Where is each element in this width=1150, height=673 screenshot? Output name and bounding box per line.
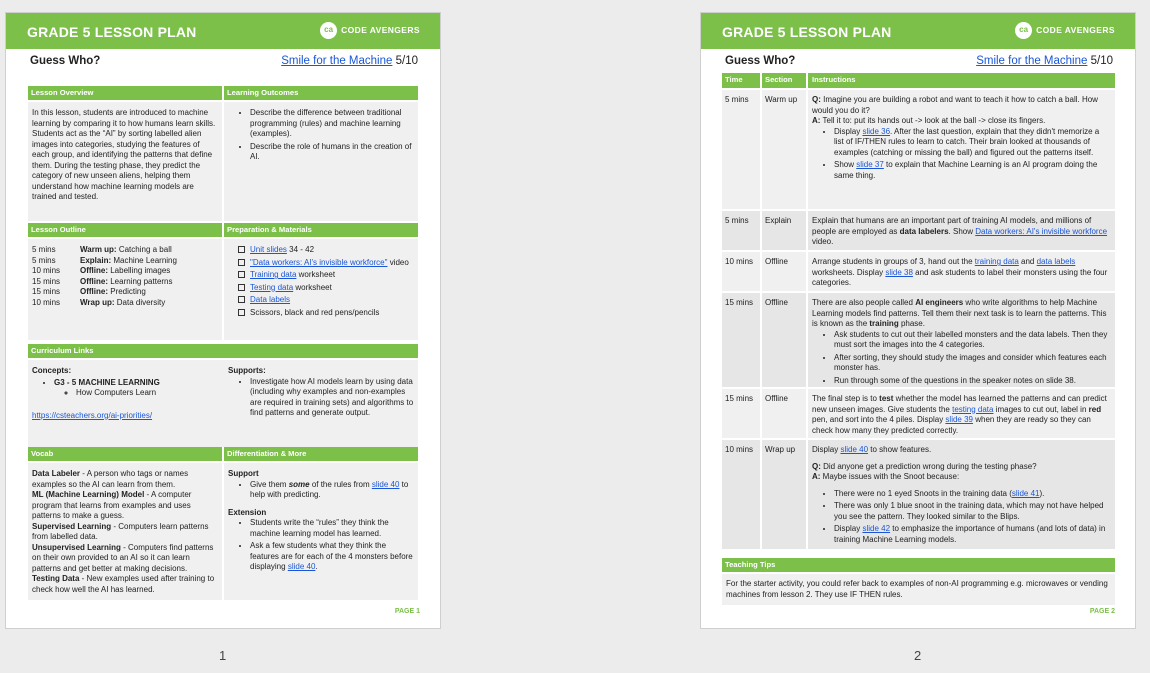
table-row: 5 mins Explain Explain that humans are an important part of training AI models, and millions of people are employed as data labelers. Show Data workers: AI's invisible workforce video. — [722, 209, 1115, 250]
banner-title: GRADE 5 LESSON PLAN — [722, 24, 892, 40]
lesson-page-1 — [5, 12, 441, 629]
page-label: PAGE 1 — [394, 607, 420, 615]
diff-header: Differentiation & More — [227, 449, 307, 458]
outline-row: 10 mins Offline: Labelling images — [32, 266, 171, 276]
vocab-item: Data Labeler - A person who tags or names examples so the AI can learn from them. — [32, 469, 189, 489]
video-link[interactable]: Data workers: AI's invisible workforce — [975, 226, 1108, 236]
outline-row: 15 mins Offline: Predicting — [32, 287, 146, 297]
vocab-item: Unsupervised Learning - Computers find patterns on their own provided to an AI so it can learn patterns and get better at making decisions. — [32, 542, 214, 573]
checkbox-icon[interactable] — [238, 296, 245, 303]
checkbox-icon[interactable] — [238, 309, 245, 316]
page-banner — [701, 13, 1135, 49]
page-label: PAGE 2 — [1089, 607, 1115, 615]
vocab-list — [28, 463, 224, 600]
vocab-item: Supervised Learning - Computers learn patterns from labelled data. — [32, 521, 209, 542]
vocab-item: ML (Machine Learning) Model - A computer program that learns from examples and uses patterns to make a guess. — [32, 490, 192, 521]
outline-list — [28, 239, 224, 340]
material-item: Testing data worksheet — [238, 283, 414, 294]
data-labels-link[interactable]: data labels — [1036, 257, 1076, 266]
brand-logo — [1015, 22, 1115, 39]
checkbox-icon[interactable] — [238, 259, 245, 266]
slide-38-link[interactable]: slide 38 — [885, 267, 913, 277]
page-number: 2 — [914, 648, 922, 663]
support-label: Support — [228, 469, 259, 478]
checkbox-icon[interactable] — [238, 271, 245, 278]
slide-37-link[interactable]: slide 37 — [856, 160, 884, 170]
outline-row: 5 mins Explain: Machine Learning — [32, 255, 177, 265]
series-info — [281, 54, 418, 69]
material-item: Unit slides 34 - 42 — [238, 245, 414, 256]
extension-item: • Students write the “rules” they think the machine learning model has learned. — [250, 518, 414, 539]
lesson-title: Guess Who? — [725, 55, 796, 67]
checkbox-icon[interactable] — [238, 246, 245, 253]
tips-header: Teaching Tips — [722, 558, 1115, 572]
outline-row: 5 mins Warm up: Catching a ball — [32, 245, 172, 254]
curriculum-url-link[interactable]: https://csteachers.org/ai-priorities/ — [32, 410, 153, 420]
material-item: Scissors, black and red pens/pencils — [238, 308, 414, 319]
brand-logo — [320, 22, 420, 39]
teaching-tips — [722, 558, 1115, 605]
training-data-link[interactable]: training data — [974, 257, 1019, 266]
outline-header: Lesson Outline — [28, 223, 224, 237]
page-number: 1 — [219, 648, 227, 663]
material-item: Data labels — [238, 295, 414, 306]
lesson-page-2 — [700, 12, 1136, 629]
prep-header: Preparation & Materials — [227, 225, 312, 234]
page-banner — [6, 13, 440, 49]
outline-row: 10 mins Wrap up: Data diversity — [32, 297, 166, 307]
slide-36-link[interactable]: slide 36 — [862, 126, 891, 136]
slide-40-link[interactable]: slide 40 — [371, 479, 400, 489]
overview-section — [28, 86, 418, 221]
series-number: 5/10 — [395, 55, 418, 67]
overview-text: In this lesson, students are introduced to machine learning by comparing it to how humans learn skills. Students act as the “AI” by sorting labelled alien images into categories, studying the features of each group, and identifying the patterns that define them. During the testing phase, they predict the category of new unseen aliens, helping them understand how machine learning models are trained and tested. — [28, 102, 224, 221]
table-row: 5 mins Warm up Q: Imagine you are building a robot and want to teach it how to catch a ball. How would you do it? A: Tell it to: put its hands out -> look at the ball -> close its fingers. • Display slide 36. After the last question, explain that they didn't memorize a list of IF/THEN rules to learn to catch. Their brain looked at thousands of examples (catching or missing the ball) and figured out the patterns itself. • Show slide 37 to explain that Machine Learning is an AI program doing the same thing. — [722, 88, 1115, 209]
instructions-table — [722, 73, 1115, 549]
tips-text: For the starter activity, you could refer back to examples of non-AI programming e.g. microwaves or vending machines from lesson 2. They use IF THEN rules. — [722, 572, 1115, 605]
slide-41-link[interactable]: slide 41 — [1011, 488, 1040, 498]
series-link[interactable]: Smile for the Machine — [976, 55, 1088, 67]
outline-section — [28, 223, 418, 340]
series-info — [976, 54, 1113, 69]
material-item: Training data worksheet — [238, 270, 414, 281]
table-row: 15 mins Offline There are also people called AI engineers who write algorithms to help Machine Learning models find patterns. Tell them their next task is to learn the patterns. This is known as the training phase. • Ask students to cut out their labelled monsters and the data labels. Then they must sort the images into the 4 categories. • After sorting, they should study the images and consider which features each monster has. • Run through some of the questions in the speaker notes on slide 38. — [722, 291, 1115, 387]
lesson-subheader — [30, 54, 418, 70]
concept-item: G3 - 5 MACHINE LEARNING — [54, 377, 160, 387]
list-item: • Describe the difference between traditional programming (rules) and machine learning (examples). — [250, 108, 414, 140]
support-text: • Give them some of the rules from slide 40 to help with predicting. — [250, 480, 414, 501]
table-row: 10 mins Offline Arrange students in groups of 3, hand out the training data and data labels worksheets. Display slide 38 and ask students to label their monsters using the four categories. — [722, 250, 1115, 291]
material-item: "Data workers: AI's invisible workforce" video — [238, 258, 414, 269]
series-link[interactable]: Smile for the Machine — [281, 55, 393, 67]
supports-label: Supports: — [228, 366, 266, 375]
concepts-label: Concepts: — [32, 366, 72, 375]
materials-list — [224, 239, 418, 340]
slide-40-link[interactable]: slide 40 — [287, 562, 316, 572]
outcomes-list — [228, 108, 414, 163]
table-row: 15 mins Offline The final step is to test whether the model has learned the patterns and can predict new unseen images. Give students the testing data images to cut out, label in red pen, and sort into the 4 piles. Display slide 39 when they are ready so they can check how many they predicted correctly. — [722, 387, 1115, 438]
extension-item: • Ask a few students what they think the features are for each of the 4 monsters before displaying slide 40. — [250, 541, 414, 573]
concept-subitem: ◦ How Computers Learn — [76, 388, 220, 399]
list-item: • Describe the role of humans in the creation of AI. — [250, 142, 414, 163]
testing-data-link[interactable]: testing data — [952, 404, 994, 414]
slide-42-link[interactable]: slide 42 — [862, 524, 891, 534]
lesson-subheader — [725, 54, 1113, 70]
vocab-section — [28, 447, 418, 600]
slide-40-link[interactable]: slide 40 — [840, 445, 869, 454]
supports-text: • Investigate how AI models learn by using data (including why examples and non-examples are required in training sets) and algorithms to find patterns and generate output. — [250, 377, 414, 419]
banner-title: GRADE 5 LESSON PLAN — [27, 24, 197, 40]
vocab-item: Testing Data - New examples used after training to check how well the AI has learned. — [32, 574, 215, 595]
lesson-title: Guess Who? — [30, 55, 101, 67]
series-number: 5/10 — [1090, 55, 1113, 67]
brand-name: CODE AVENGERS — [1036, 24, 1115, 35]
curriculum-header: Curriculum Links — [31, 346, 94, 355]
brand-name: CODE AVENGERS — [341, 24, 420, 35]
outcomes-header: Learning Outcomes — [227, 88, 299, 97]
code-avengers-logo-icon: ca — [320, 22, 337, 39]
overview-header: Lesson Overview — [28, 86, 224, 100]
extension-label: Extension — [228, 507, 267, 517]
outline-row: 15 mins Offline: Learning patterns — [32, 276, 173, 286]
slide-39-link[interactable]: slide 39 — [945, 415, 973, 425]
curriculum-section — [28, 344, 418, 447]
table-row: 10 mins Wrap up Display slide 40 to show features. Q: Did anyone get a prediction wrong during the testing phase? A: Maybe issues with the Snoot because: • There were no 1 eyed Snoots in the training data (slide 41). • There was only 1 blue snoot in the training data, which may not have helped you see the pattern. They looked similar to the Blips. • Display slide 42 to emphasize the importance of humans (and lots of data) in training Machine Learning models. — [722, 438, 1115, 549]
vocab-header: Vocab — [28, 447, 224, 461]
checkbox-icon[interactable] — [238, 284, 245, 291]
code-avengers-logo-icon: ca — [1015, 22, 1032, 39]
table-header: Time Section Instructions — [722, 73, 1115, 88]
